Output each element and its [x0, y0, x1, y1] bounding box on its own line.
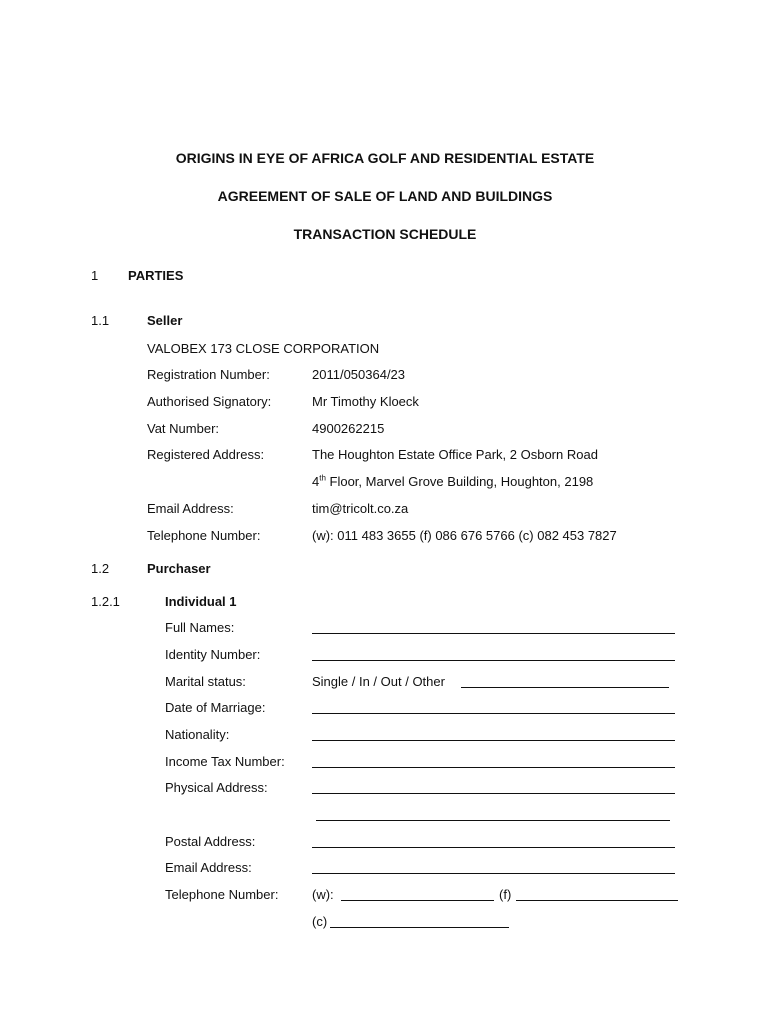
floor-suffix: th	[319, 473, 326, 483]
address-label: Registered Address:	[147, 447, 265, 462]
nationality-field[interactable]	[312, 740, 675, 741]
full-names-field[interactable]	[312, 633, 675, 634]
postal-label: Postal Address:	[165, 834, 256, 849]
postal-field[interactable]	[312, 847, 675, 848]
signatory-value: Mr Timothy Kloeck	[312, 394, 419, 409]
seller-number: 1.1	[91, 313, 110, 328]
vat-label: Vat Number:	[147, 421, 220, 436]
physical-field-line-1[interactable]	[312, 793, 675, 794]
section-number: 1	[91, 268, 99, 283]
seller-email-label: Email Address:	[147, 501, 234, 516]
physical-field-line-2[interactable]	[316, 820, 670, 821]
seller-company: VALOBEX 173 CLOSE CORPORATION	[147, 341, 380, 356]
purchaser-phone-label: Telephone Number:	[165, 887, 279, 902]
purchaser-email-field[interactable]	[312, 873, 675, 874]
individual-heading: Individual 1	[165, 594, 237, 609]
estate-title: ORIGINS IN EYE OF AFRICA GOLF AND RESIDENTIAL ESTATE	[175, 150, 595, 166]
purchaser-email-label: Email Address:	[165, 860, 252, 875]
seller-phone-value: (w): 011 483 3655 (f) 086 676 5766 (c) 082 453 7827	[312, 528, 617, 543]
full-names-label: Full Names:	[165, 620, 235, 635]
registration-value: 2011/050364/23	[312, 367, 406, 382]
phone-f-label: (f)	[499, 887, 512, 902]
floor-number: 4	[312, 474, 320, 489]
marital-options: Single / In / Out / Other	[312, 674, 445, 689]
address-line-1: The Houghton Estate Office Park, 2 Osborn Road	[312, 447, 598, 462]
marriage-date-field[interactable]	[312, 713, 675, 714]
marriage-date-label: Date of Marriage:	[165, 700, 266, 715]
individual-number: 1.2.1	[91, 594, 120, 609]
phone-w-label: (w):	[312, 887, 334, 902]
phone-f-field[interactable]	[516, 900, 678, 901]
identity-field[interactable]	[312, 660, 675, 661]
identity-label: Identity Number:	[165, 647, 261, 662]
phone-c-label: (c)	[312, 914, 328, 929]
address-line-2	[312, 474, 593, 490]
seller-email-value: tim@tricolt.co.za	[312, 501, 409, 516]
marital-label: Marital status:	[165, 674, 246, 689]
agreement-title: AGREEMENT OF SALE OF LAND AND BUILDINGS	[217, 188, 553, 204]
phone-c-field[interactable]	[330, 927, 509, 928]
schedule-title: TRANSACTION SCHEDULE	[293, 226, 477, 242]
phone-w-field[interactable]	[341, 900, 494, 901]
marital-other-field[interactable]	[461, 687, 669, 688]
signatory-label: Authorised Signatory:	[147, 394, 272, 409]
nationality-label: Nationality:	[165, 727, 230, 742]
address-line-2-rest: Floor, Marvel Grove Building, Houghton, 2198	[325, 474, 594, 489]
physical-label: Physical Address:	[165, 780, 268, 795]
vat-value: 4900262215	[312, 421, 385, 436]
purchaser-heading: Purchaser	[147, 561, 211, 576]
tax-label: Income Tax Number:	[165, 754, 285, 769]
seller-heading: Seller	[147, 313, 183, 328]
registration-label: Registration Number:	[147, 367, 270, 382]
tax-field[interactable]	[312, 767, 675, 768]
seller-phone-label: Telephone Number:	[147, 528, 261, 543]
section-heading: PARTIES	[128, 268, 184, 283]
purchaser-number: 1.2	[91, 561, 110, 576]
